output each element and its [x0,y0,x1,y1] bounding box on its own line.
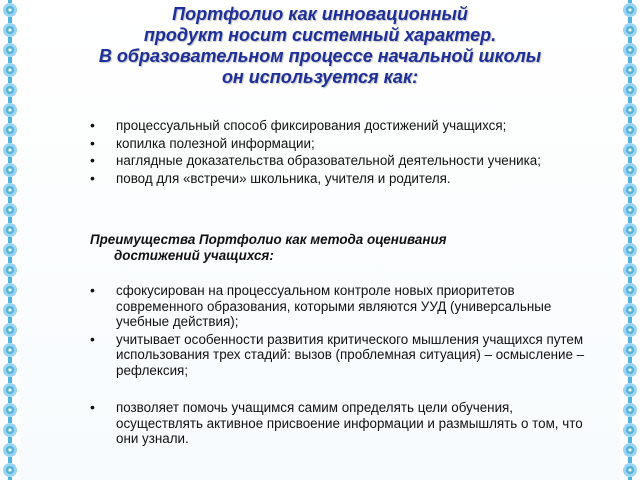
title-line-3: В образовательном процессе начальной школы [98,46,542,66]
title-line-1: Портфолио как инновационный [172,4,468,24]
list-item: • сфокусирован на процессуальном контроле новых приоритетов современного образования, которыми являются УУД (универсальные учебные действия); [90,283,590,330]
advantages-heading-line-2: достижений учащихся: [114,247,274,263]
advantages-list [90,283,590,449]
advantages-heading-line-1: Преимущества Портфолио как метода оценивания [90,232,447,247]
list-item: • позволяет помочь учащимся самим определять цели обучения, осуществлять активное присвоение информации и размышлять о том, что они узнали. [90,400,590,447]
slide-title [34,4,606,88]
title-line-2: продукт носит системный характер. [143,25,497,45]
advantages-heading [90,232,560,263]
list-item: • учитывает особенности развития критического мышления учащихся путем использования трех стадий: вызов (проблемная ситуация) – осмысление – рефлексия; [90,332,590,379]
left-decorative-border [0,0,20,480]
list-item: • копилка полезной информации; [90,136,585,152]
list-item: • процессуальный способ фиксирования достижений учащихся; [90,118,585,134]
list-item: • повод для «встречи» школьника, учителя и родителя. [90,171,585,187]
title-line-4: он используется как: [221,67,419,87]
uses-list [90,118,585,188]
list-item: • наглядные доказательства образовательной деятельности ученика; [90,153,585,169]
right-decorative-border [620,0,640,480]
